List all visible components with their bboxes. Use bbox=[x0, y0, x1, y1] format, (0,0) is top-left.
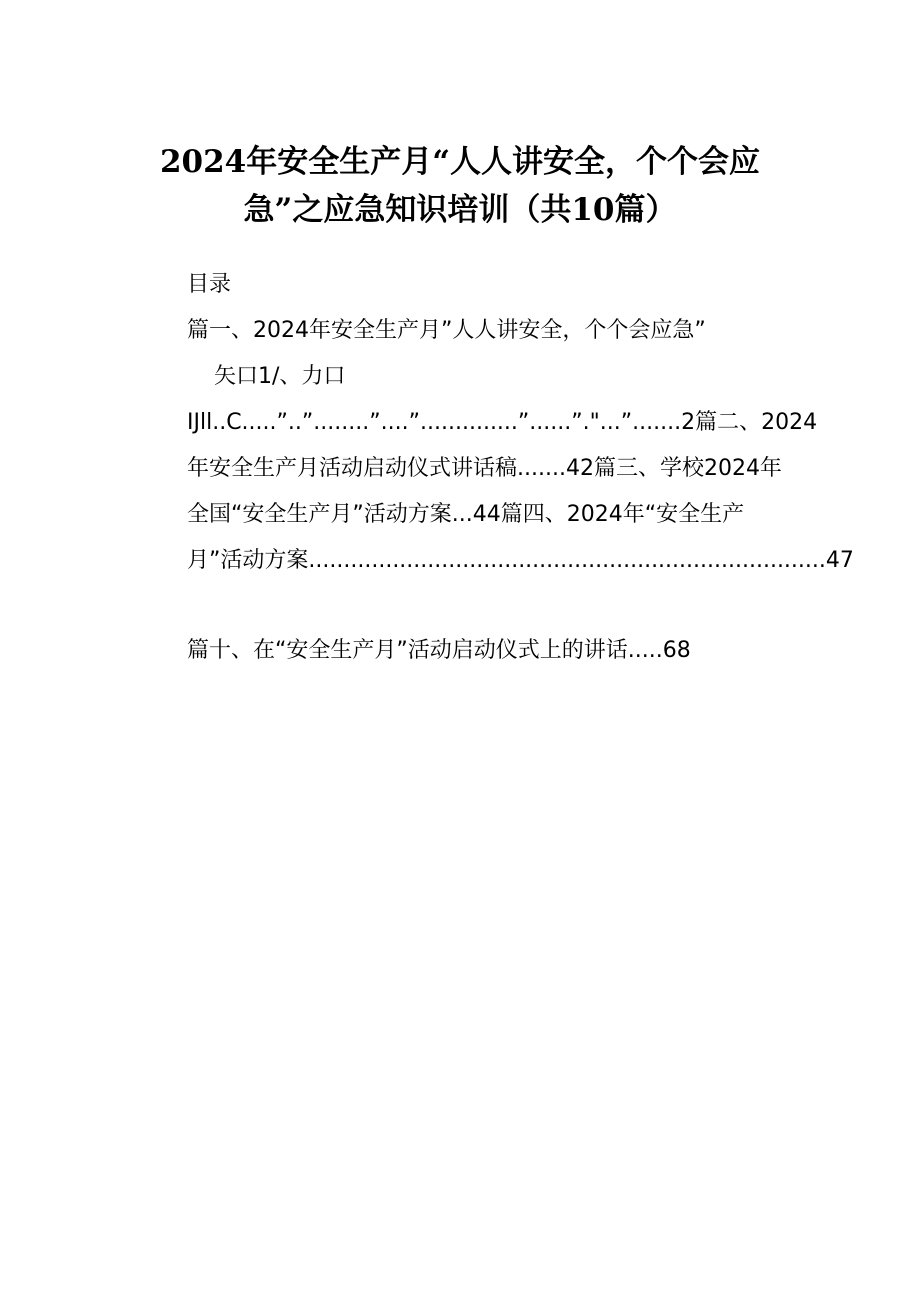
toc-heading: 目录 bbox=[187, 272, 232, 297]
table-of-contents bbox=[187, 262, 854, 674]
toc-line[interactable]: 年安全生产月活动启动仪式讲话稿.......42篇三、学校2024年 bbox=[187, 456, 782, 481]
toc-line[interactable]: 矢口1/、力口 bbox=[214, 364, 346, 389]
toc-line[interactable]: 全国“安全生产月”活动方案...44篇四、2024年“安全生产 bbox=[187, 502, 745, 527]
title-line-1: 2024年安全生产月“人人讲安全，个个会应 bbox=[159, 144, 761, 180]
toc-line[interactable]: IJll..C.....”..”........”....”..............”......”."...”.......2篇二、2024 bbox=[187, 410, 818, 435]
toc-line[interactable]: 月”活动方案..........................................................................47 bbox=[187, 548, 854, 573]
toc-spacer bbox=[187, 584, 787, 628]
toc-line[interactable]: 篇一、2024年安全生产月”人人讲安全，个个会应急” bbox=[187, 318, 706, 343]
document-title bbox=[140, 138, 780, 234]
title-line-2: 急”之应急知识培训（共10篇） bbox=[243, 192, 677, 228]
toc-line[interactable]: 篇十、在“安全生产月”活动启动仪式上的讲话.....68 bbox=[187, 638, 691, 663]
